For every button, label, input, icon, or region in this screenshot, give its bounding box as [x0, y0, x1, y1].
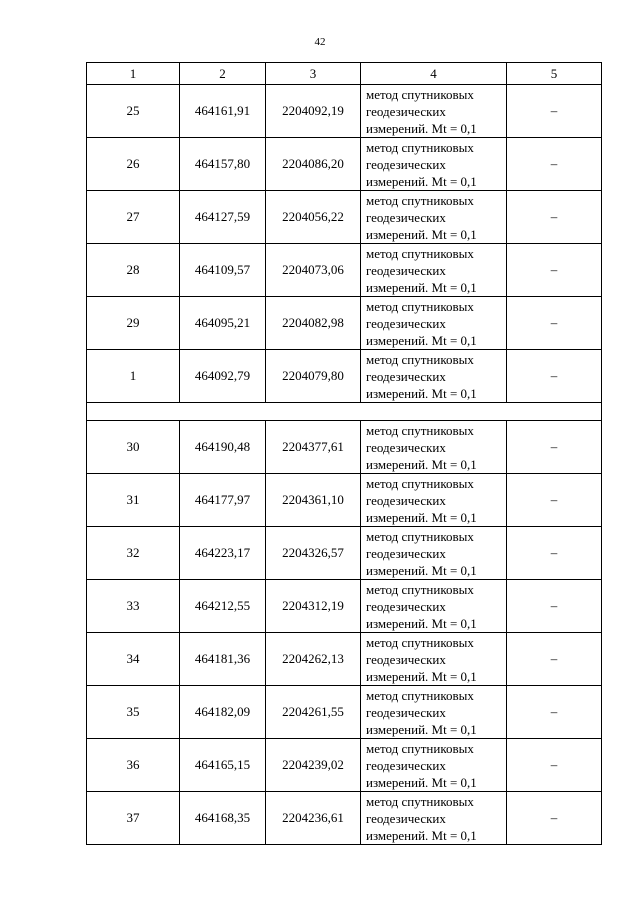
header-col-1: 1	[87, 63, 180, 85]
table-header-row	[87, 63, 602, 85]
x-coordinate-cell: 464168,35	[180, 792, 266, 845]
column-5-cell: –	[507, 474, 602, 527]
method-line-1: метод спутниковых	[366, 581, 474, 597]
table-row	[87, 85, 602, 138]
table-row	[87, 421, 602, 474]
header-col-3: 3	[266, 63, 361, 85]
y-coordinate-cell: 2204079,80	[266, 350, 361, 403]
y-coordinate-cell: 2204092,19	[266, 85, 361, 138]
coordinates-table	[86, 62, 602, 845]
method-line-1: метод спутниковых	[366, 634, 474, 650]
column-5-cell: –	[507, 421, 602, 474]
method-line-2: геодезических	[366, 651, 446, 667]
method-line-3: измерений. Mt = 0,1	[366, 226, 477, 242]
method-line-3: измерений. Mt = 0,1	[366, 332, 477, 348]
x-coordinate-cell: 464109,57	[180, 244, 266, 297]
table-row	[87, 191, 602, 244]
point-number-cell: 30	[87, 421, 180, 474]
x-coordinate-cell: 464212,55	[180, 580, 266, 633]
method-line-3: измерений. Mt = 0,1	[366, 668, 477, 684]
y-coordinate-cell: 2204361,10	[266, 474, 361, 527]
method-line-3: измерений. Mt = 0,1	[366, 173, 477, 189]
column-5-cell: –	[507, 297, 602, 350]
group-separator-cell	[87, 403, 602, 421]
method-cell	[361, 421, 507, 474]
table-row	[87, 686, 602, 739]
table-row	[87, 244, 602, 297]
method-line-2: геодезических	[366, 757, 446, 773]
method-line-1: метод спутниковых	[366, 139, 474, 155]
method-cell	[361, 244, 507, 297]
method-cell	[361, 527, 507, 580]
table-row	[87, 792, 602, 845]
method-line-1: метод спутниковых	[366, 422, 474, 438]
table-row	[87, 739, 602, 792]
column-5-cell: –	[507, 633, 602, 686]
column-5-cell: –	[507, 739, 602, 792]
y-coordinate-cell: 2204086,20	[266, 138, 361, 191]
page-number: 42	[314, 36, 326, 48]
method-cell	[361, 792, 507, 845]
method-line-3: измерений. Mt = 0,1	[366, 456, 477, 472]
column-5-cell: –	[507, 527, 602, 580]
y-coordinate-cell: 2204262,13	[266, 633, 361, 686]
method-line-1: метод спутниковых	[366, 245, 474, 261]
method-line-2: геодезических	[366, 810, 446, 826]
method-line-3: измерений. Mt = 0,1	[366, 385, 477, 401]
method-cell	[361, 350, 507, 403]
column-5-cell: –	[507, 138, 602, 191]
table-row	[87, 580, 602, 633]
table-row	[87, 350, 602, 403]
method-line-2: геодезических	[366, 598, 446, 614]
point-number-cell: 32	[87, 527, 180, 580]
y-coordinate-cell: 2204239,02	[266, 739, 361, 792]
header-col-5: 5	[507, 63, 602, 85]
table-row	[87, 527, 602, 580]
method-line-2: геодезических	[366, 209, 446, 225]
point-number-cell: 26	[87, 138, 180, 191]
method-line-3: измерений. Mt = 0,1	[366, 279, 477, 295]
method-line-1: метод спутниковых	[366, 192, 474, 208]
method-line-3: измерений. Mt = 0,1	[366, 120, 477, 136]
method-line-2: геодезических	[366, 439, 446, 455]
table-row	[87, 138, 602, 191]
column-5-cell: –	[507, 85, 602, 138]
point-number-cell: 28	[87, 244, 180, 297]
y-coordinate-cell: 2204082,98	[266, 297, 361, 350]
method-cell	[361, 686, 507, 739]
x-coordinate-cell: 464181,36	[180, 633, 266, 686]
point-number-cell: 27	[87, 191, 180, 244]
x-coordinate-cell: 464161,91	[180, 85, 266, 138]
table-body	[87, 63, 602, 845]
method-line-2: геодезических	[366, 704, 446, 720]
point-number-cell: 34	[87, 633, 180, 686]
method-line-2: геодезических	[366, 368, 446, 384]
method-line-1: метод спутниковых	[366, 475, 474, 491]
point-number-cell: 1	[87, 350, 180, 403]
method-cell	[361, 191, 507, 244]
method-cell	[361, 633, 507, 686]
method-line-3: измерений. Mt = 0,1	[366, 827, 477, 843]
table-row	[87, 633, 602, 686]
column-5-cell: –	[507, 350, 602, 403]
y-coordinate-cell: 2204261,55	[266, 686, 361, 739]
method-cell	[361, 739, 507, 792]
method-line-1: метод спутниковых	[366, 687, 474, 703]
x-coordinate-cell: 464177,97	[180, 474, 266, 527]
method-cell	[361, 474, 507, 527]
column-5-cell: –	[507, 686, 602, 739]
method-cell	[361, 297, 507, 350]
table-row	[87, 474, 602, 527]
method-line-2: геодезических	[366, 103, 446, 119]
x-coordinate-cell: 464095,21	[180, 297, 266, 350]
x-coordinate-cell: 464165,15	[180, 739, 266, 792]
method-line-3: измерений. Mt = 0,1	[366, 509, 477, 525]
column-5-cell: –	[507, 191, 602, 244]
point-number-cell: 25	[87, 85, 180, 138]
method-line-2: геодезических	[366, 315, 446, 331]
y-coordinate-cell: 2204377,61	[266, 421, 361, 474]
method-cell	[361, 580, 507, 633]
x-coordinate-cell: 464157,80	[180, 138, 266, 191]
point-number-cell: 33	[87, 580, 180, 633]
y-coordinate-cell: 2204312,19	[266, 580, 361, 633]
column-5-cell: –	[507, 244, 602, 297]
point-number-cell: 36	[87, 739, 180, 792]
column-5-cell: –	[507, 580, 602, 633]
point-number-cell: 37	[87, 792, 180, 845]
y-coordinate-cell: 2204073,06	[266, 244, 361, 297]
method-line-3: измерений. Mt = 0,1	[366, 721, 477, 737]
x-coordinate-cell: 464223,17	[180, 527, 266, 580]
method-line-3: измерений. Mt = 0,1	[366, 615, 477, 631]
method-line-3: измерений. Mt = 0,1	[366, 774, 477, 790]
header-col-2: 2	[180, 63, 266, 85]
method-line-1: метод спутниковых	[366, 793, 474, 809]
method-line-2: геодезических	[366, 262, 446, 278]
point-number-cell: 31	[87, 474, 180, 527]
method-cell	[361, 85, 507, 138]
method-line-1: метод спутниковых	[366, 351, 474, 367]
x-coordinate-cell: 464092,79	[180, 350, 266, 403]
method-line-2: геодезических	[366, 492, 446, 508]
y-coordinate-cell: 2204326,57	[266, 527, 361, 580]
y-coordinate-cell: 2204236,61	[266, 792, 361, 845]
column-5-cell: –	[507, 792, 602, 845]
point-number-cell: 29	[87, 297, 180, 350]
x-coordinate-cell: 464127,59	[180, 191, 266, 244]
x-coordinate-cell: 464182,09	[180, 686, 266, 739]
method-line-2: геодезических	[366, 156, 446, 172]
table-row	[87, 297, 602, 350]
method-cell	[361, 138, 507, 191]
method-line-1: метод спутниковых	[366, 740, 474, 756]
method-line-1: метод спутниковых	[366, 86, 474, 102]
group-separator-row	[87, 403, 602, 421]
method-line-1: метод спутниковых	[366, 298, 474, 314]
method-line-1: метод спутниковых	[366, 528, 474, 544]
header-col-4: 4	[361, 63, 507, 85]
method-line-3: измерений. Mt = 0,1	[366, 562, 477, 578]
x-coordinate-cell: 464190,48	[180, 421, 266, 474]
y-coordinate-cell: 2204056,22	[266, 191, 361, 244]
point-number-cell: 35	[87, 686, 180, 739]
method-line-2: геодезических	[366, 545, 446, 561]
